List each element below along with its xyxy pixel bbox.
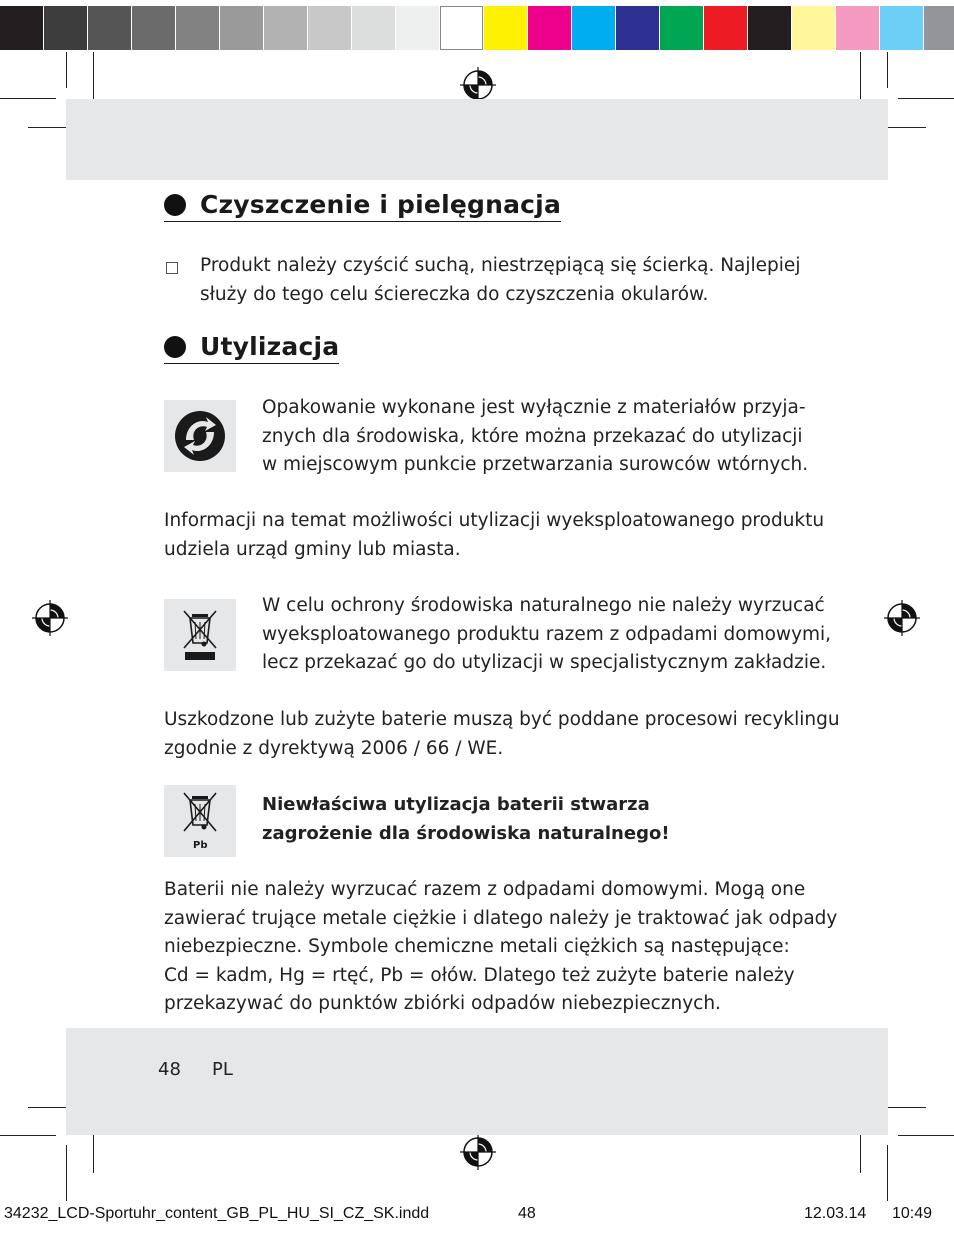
color-swatch	[836, 6, 879, 50]
color-swatch	[528, 6, 571, 50]
text-line: W celu ochrony środowiska naturalnego nie należy wyrzucać	[262, 595, 825, 616]
text-line: Informacji na temat możliwości utylizacji wyeksploatowanego produktu	[164, 510, 825, 531]
packaging-paragraph	[262, 394, 808, 480]
slug-filename: 34232_LCD-Sportuhr_content_GB_PL_HU_SI_CZ_SK.indd	[4, 1205, 430, 1222]
color-swatch	[924, 6, 954, 50]
grey-swatch	[308, 6, 351, 50]
grey-swatch	[220, 6, 263, 50]
text-line: niebezpieczne. Symbole chemiczne metali ciężkich są następujące:	[164, 936, 790, 957]
grey-swatch	[88, 6, 131, 50]
page-number: 48	[158, 1059, 181, 1080]
section-heading-disposal	[164, 332, 339, 364]
grey-swatch	[176, 6, 219, 50]
slug-time: 10:49	[892, 1205, 933, 1222]
pb-label: Pb	[193, 840, 208, 851]
grey-swatch	[352, 6, 395, 50]
footer-band	[66, 1028, 888, 1135]
weee-paragraph	[262, 592, 831, 678]
text-line: Niewłaściwa utylizacja baterii stwarza	[262, 794, 650, 815]
registration-mark-icon	[460, 67, 496, 103]
slug-page: 48	[518, 1205, 536, 1222]
color-swatch	[616, 6, 659, 50]
text-line: zawierać trujące metale ciężkie i dlatego należy je traktować jak odpady	[164, 907, 838, 929]
color-swatch	[880, 6, 923, 50]
section-title: Czyszczenie i pielęgnacja	[200, 190, 562, 219]
slug-date: 12.03.14	[804, 1205, 867, 1222]
text-line: wyeksploatowanego produktu razem z odpadami domowymi,	[262, 623, 832, 645]
grey-swatch	[396, 6, 439, 50]
header-band	[66, 99, 888, 180]
text-line: zgodnie z dyrektywą 2006 / 66 / WE.	[164, 737, 504, 759]
cleaning-paragraph	[200, 252, 800, 309]
final-paragraph	[164, 876, 837, 1019]
info-paragraph	[164, 507, 824, 564]
text-line: Produkt należy czyścić suchą, niestrzępiącą się ścierką. Najlepiej	[200, 255, 801, 276]
crossed-bin-pb-icon	[164, 785, 236, 857]
color-swatch	[484, 6, 527, 50]
text-line: udziela urząd gminy lub miasta.	[164, 538, 461, 560]
text-line: Cd = kadm, Hg = rtęć, Pb = ołów. Dlatego też zużyte baterie należy	[164, 964, 795, 986]
language-code: PL	[212, 1059, 233, 1080]
text-line: służy do tego celu ściereczka do czyszczenia okularów.	[200, 283, 709, 305]
section-title: Utylizacja	[200, 332, 340, 361]
registration-mark-icon	[460, 1134, 496, 1170]
color-swatch	[704, 6, 747, 50]
registration-mark-icon	[884, 600, 920, 636]
section-heading-cleaning	[164, 190, 561, 222]
bullet-icon	[164, 336, 186, 358]
grey-swatch	[132, 6, 175, 50]
registration-mark-icon	[32, 600, 68, 636]
green-dot-recycling-icon	[164, 400, 236, 472]
grey-swatch	[44, 6, 87, 50]
text-line: zagrożenie dla środowiska naturalnego!	[262, 822, 670, 844]
warning-paragraph	[262, 791, 670, 848]
text-line: Opakowanie wykonane jest wyłącznie z materiałów przyja-	[262, 397, 806, 418]
text-line: w miejscowym punkcie przetwarzania surowców wtórnych.	[262, 454, 809, 475]
crossed-bin-icon	[164, 599, 236, 671]
color-swatch	[660, 6, 703, 50]
grey-swatch	[264, 6, 307, 50]
text-line: Baterii nie należy wyrzucać razem z odpadami domowymi. Mogą one	[164, 879, 806, 900]
color-swatch	[792, 6, 835, 50]
text-line: przekazywać do punktów zbiórki odpadów niebezpiecznych.	[164, 993, 721, 1014]
text-line: Uszkodzone lub zużyte baterie muszą być poddane procesowi recyklingu	[164, 709, 840, 730]
checkbox-icon	[166, 262, 178, 274]
grey-swatch	[440, 6, 483, 50]
battery-paragraph	[164, 706, 840, 763]
text-line: znych dla środowiska, które można przekazać do utylizacji	[262, 425, 803, 447]
text-line: lecz przekazać go do utylizacji w specjalistycznym zakładzie.	[262, 652, 827, 673]
grey-swatch	[0, 6, 43, 50]
color-swatch	[572, 6, 615, 50]
bullet-icon	[164, 194, 186, 216]
color-swatch	[748, 6, 791, 50]
